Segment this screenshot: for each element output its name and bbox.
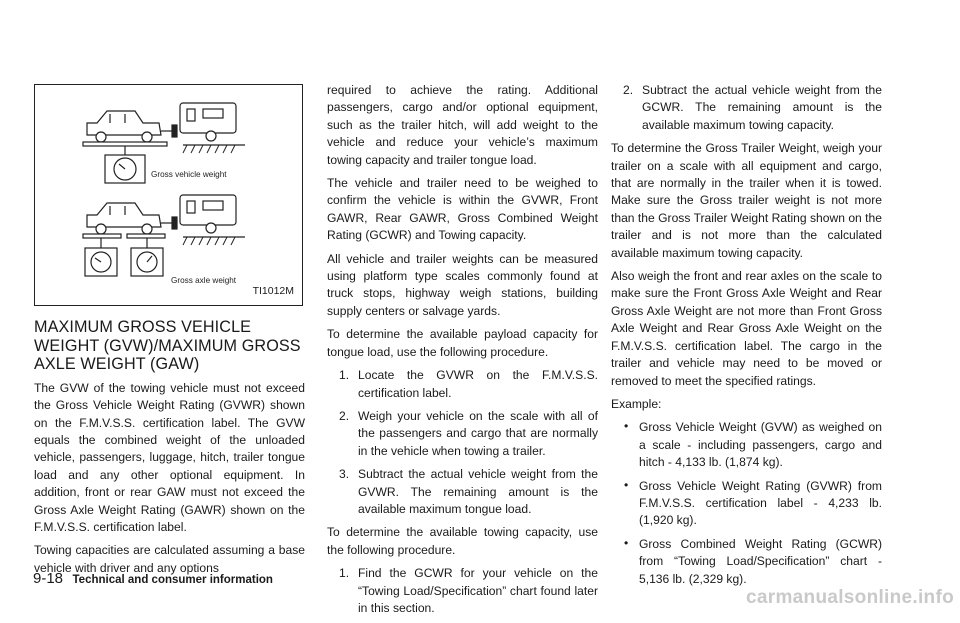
list-item xyxy=(327,408,598,460)
step-text: Subtract the actual vehicle weight from the GCWR. The remaining amount is the available maximum towing capacity. xyxy=(642,83,882,132)
example-bullet-list xyxy=(611,419,882,588)
towing-steps-list-continued xyxy=(611,82,882,134)
paragraph: Towing capacities are calculated assuming a base vehicle with driver and any options xyxy=(34,543,305,575)
page-footer xyxy=(33,570,273,587)
bullet-text: Gross Vehicle Weight Rating (GVWR) from F.M.V.S.S. certification label - 4,233 lb. (1,920 kg). xyxy=(639,478,882,528)
step-number: 1. xyxy=(339,368,350,383)
section-title: Technical and consumer information xyxy=(72,574,273,586)
bullet-icon: • xyxy=(624,477,629,492)
step-number: 2. xyxy=(623,83,634,97)
bullet-text: Gross Vehicle Weight (GVW) as weighed on a scale - including passengers, cargo and hitch - 4,133 lb. (1,874 kg). xyxy=(639,420,882,470)
step-number: 1. xyxy=(339,566,350,581)
bullet-icon: • xyxy=(624,535,629,550)
bullet-icon: • xyxy=(624,419,629,434)
gross-vehicle-weight-caption: Gross vehicle weight xyxy=(151,170,227,179)
list-item xyxy=(327,466,598,518)
section-heading: MAXIMUM GROSS VEHICLE WEIGHT (GVW)/MAXIMUM GROSS AXLE WEIGHT (GAW) xyxy=(34,318,301,374)
list-item xyxy=(611,82,882,134)
bullet-text: Gross Combined Weight Rating (GCWR) from “Towing Load/Specification” chart - 5,136 lb. (2,329 kg). xyxy=(639,536,882,586)
list-item xyxy=(327,367,598,402)
middle-column xyxy=(327,82,598,623)
left-column xyxy=(34,84,305,583)
towing-weight-figure xyxy=(34,84,303,306)
page-number: 9-18 xyxy=(33,570,64,587)
paragraph: Also weigh the front and rear axles on the scale to make sure the Front Gross Axle Weight and Rear Gross Axle Weight are not more than Front Gross Axle Weight and Rear Gross Axle Weight on the F.M.V.S.S. certification label. The cargo in the trailer and vehicle may need to be moved or removed to meet the specified ratings. xyxy=(611,269,882,388)
example-label: Example: xyxy=(611,396,662,411)
step-text: Weigh your vehicle on the scale with all of the passengers and cargo that are normally in the vehicle when towing a trailer. xyxy=(358,408,598,458)
list-item xyxy=(611,536,882,588)
step-text: Locate the GVWR on the F.M.V.S.S. certification label. xyxy=(358,368,598,400)
paragraph: To determine the Gross Trailer Weight, weigh your trailer on a scale with all equipment and cargo, that are normally in the trailer when it is towed. Make sure the Gross trailer weight is not more than the Gross Trailer Weight Rating shown on the trailer and is not more than the calculated available maximum towing capacity. xyxy=(611,141,882,260)
paragraph: The GVW of the towing vehicle must not exceed the Gross Vehicle Weight Rating (GVWR) shown on the F.M.V.S.S. certification label. The GVW equals the combined weight of the unloaded vehicle, passengers, luggage, hitch, trailer tongue load and any other optional equipment. In addition, front or rear GAW must not exceed the Gross Axle Weight Rating (GAWR) shown on the F.M.V.S.S. certification label. xyxy=(34,380,305,535)
towing-steps-list xyxy=(327,565,598,617)
step-number: 2. xyxy=(339,408,350,423)
scale-diagram xyxy=(35,85,302,305)
step-text: Subtract the actual vehicle weight from the GVWR. The remaining amount is the available maximum tongue load. xyxy=(358,467,598,516)
paragraph: required to achieve the rating. Additional passengers, cargo and/or optional equipment, such as the trailer hitch, will add weight to the vehicle and reduce your vehicle’s maximum towing capacity and trailer tongue load. xyxy=(327,83,598,167)
paragraph: To determine the available towing capacity, use the following procedure. xyxy=(327,525,598,557)
list-item xyxy=(611,478,882,530)
paragraph: All vehicle and trailer weights can be measured using platform type scales commonly found at truck stops, highway weigh stations, building supply centers or salvage yards. xyxy=(327,251,598,318)
paragraph: The vehicle and trailer need to be weighed to confirm the vehicle is within the GVWR, Front GAWR, Rear GAWR, Gross Combined Weight Rating (GCWR) and Towing capacity. xyxy=(327,176,598,243)
payload-steps-list xyxy=(327,367,598,518)
step-number: 3. xyxy=(339,467,350,482)
figure-code: TI1012M xyxy=(252,284,294,297)
list-item xyxy=(611,419,882,471)
list-item xyxy=(327,565,598,617)
step-text: Find the GCWR for your vehicle on the “Towing Load/Specification” chart found later in this section. xyxy=(358,566,598,615)
right-column xyxy=(611,82,882,594)
paragraph: To determine the available payload capacity for tongue load, use the following procedure. xyxy=(327,327,598,359)
gross-axle-weight-caption: Gross axle weight xyxy=(171,276,237,285)
watermark: carmanualsonline.info xyxy=(746,587,954,608)
